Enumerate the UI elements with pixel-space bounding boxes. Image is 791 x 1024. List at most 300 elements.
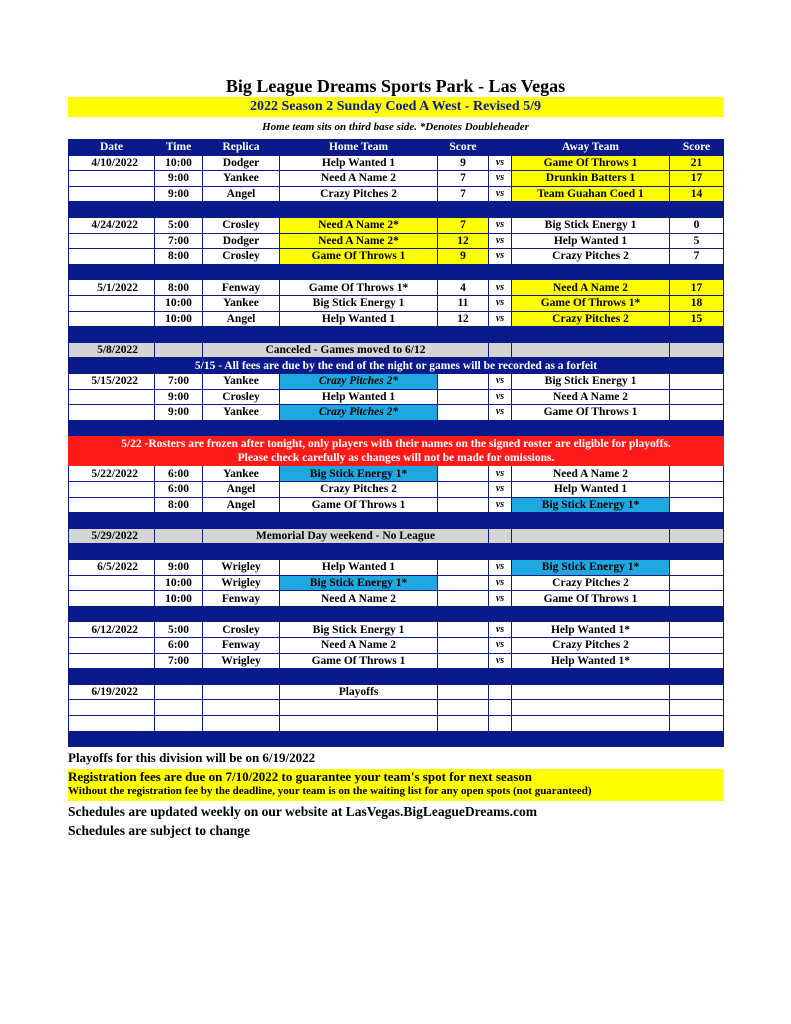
separator-cell: [489, 731, 512, 747]
empty-cell: [489, 700, 512, 716]
canceled-row: [69, 528, 724, 544]
table-row: [69, 653, 724, 669]
header-time: Time: [155, 140, 203, 156]
empty-cell: [512, 700, 670, 716]
away-team: Game Of Throws 1*: [512, 295, 670, 311]
versus-label: vs: [489, 575, 512, 591]
separator-cell: [512, 202, 670, 218]
game-date: [69, 497, 155, 513]
empty-cell: [69, 715, 155, 731]
game-time: 9:00: [155, 389, 203, 405]
field-replica: Wrigley: [203, 653, 280, 669]
playoffs-note: Playoffs for this division will be on 6/19/2022: [68, 750, 316, 765]
versus-label: vs: [489, 591, 512, 607]
home-score: [438, 466, 489, 482]
field-replica: Wrigley: [203, 575, 280, 591]
away-score: [670, 575, 724, 591]
empty-cell: [512, 715, 670, 731]
game-date: 6/12/2022: [69, 622, 155, 638]
separator-cell: [670, 513, 724, 529]
away-team: Crazy Pitches 2: [512, 311, 670, 327]
away-team: Help Wanted 1: [512, 482, 670, 498]
table-row: [69, 389, 724, 405]
home-score: [438, 591, 489, 607]
roster-notice-row: [69, 436, 724, 451]
home-team: Crazy Pitches 2*: [280, 405, 438, 421]
field-replica: Angel: [203, 482, 280, 498]
home-team: Game Of Throws 1*: [280, 280, 438, 296]
game-time: 10:00: [155, 311, 203, 327]
home-team: Need A Name 2: [280, 638, 438, 654]
game-date: [69, 575, 155, 591]
versus-label: vs: [489, 186, 512, 202]
home-team: Help Wanted 1: [280, 155, 438, 171]
notice-row: [69, 358, 724, 374]
versus-label: vs: [489, 295, 512, 311]
away-score: 5: [670, 233, 724, 249]
away-team: Need A Name 2: [512, 280, 670, 296]
away-team: Game Of Throws 1: [512, 591, 670, 607]
separator-cell: [280, 731, 438, 747]
versus-label: vs: [489, 653, 512, 669]
game-time: 5:00: [155, 622, 203, 638]
empty-cell: [280, 700, 438, 716]
away-team: Game Of Throws 1: [512, 155, 670, 171]
change-note: Schedules are subject to change: [68, 823, 250, 838]
separator-cell: [489, 264, 512, 280]
away-team: Help Wanted 1: [512, 233, 670, 249]
separator-cell: [155, 544, 203, 560]
away-team: Big Stick Energy 1: [512, 217, 670, 233]
versus-label: vs: [489, 389, 512, 405]
away-score: 15: [670, 311, 724, 327]
table-row: [69, 171, 724, 187]
game-date: 5/29/2022: [69, 528, 155, 544]
separator-cell: [512, 544, 670, 560]
away-team: Crazy Pitches 2: [512, 249, 670, 265]
separator-cell: [670, 264, 724, 280]
field-replica: Dodger: [203, 155, 280, 171]
home-team: Help Wanted 1: [280, 311, 438, 327]
versus-label: vs: [489, 405, 512, 421]
versus-label: vs: [489, 497, 512, 513]
versus-label: vs: [489, 311, 512, 327]
game-date: [69, 311, 155, 327]
separator-row: [69, 513, 724, 529]
empty-cell: [670, 342, 724, 358]
game-date: [69, 295, 155, 311]
separator-cell: [489, 606, 512, 622]
field-replica: Fenway: [203, 638, 280, 654]
versus-label: vs: [489, 638, 512, 654]
home-team: Need A Name 2: [280, 171, 438, 187]
home-team: Big Stick Energy 1: [280, 622, 438, 638]
table-row: [69, 622, 724, 638]
empty-cell: [512, 342, 670, 358]
separator-row: [69, 202, 724, 218]
game-date: 6/5/2022: [69, 560, 155, 576]
game-date: [69, 405, 155, 421]
away-team: Help Wanted 1*: [512, 653, 670, 669]
versus-label: vs: [489, 622, 512, 638]
game-date: [69, 591, 155, 607]
separator-cell: [203, 669, 280, 685]
separator-cell: [438, 669, 489, 685]
game-time: [155, 684, 203, 700]
separator-cell: [155, 327, 203, 343]
canceled-row: [69, 342, 724, 358]
empty-cell: [69, 700, 155, 716]
game-time: 6:00: [155, 466, 203, 482]
home-team: Need A Name 2: [280, 591, 438, 607]
separator-cell: [670, 327, 724, 343]
home-score: [438, 497, 489, 513]
separator-cell: [155, 420, 203, 436]
empty-cell: [438, 715, 489, 731]
table-row: [69, 575, 724, 591]
field-replica: Fenway: [203, 280, 280, 296]
home-team: Crazy Pitches 2: [280, 482, 438, 498]
away-team: Team Guahan Coed 1: [512, 186, 670, 202]
separator-cell: [69, 606, 155, 622]
separator-cell: [155, 731, 203, 747]
game-date: [69, 638, 155, 654]
table-row: [69, 405, 724, 421]
header-home-team: Home Team: [280, 140, 438, 156]
home-team: Big Stick Energy 1: [280, 295, 438, 311]
home-team: Need A Name 2*: [280, 233, 438, 249]
separator-cell: [512, 513, 670, 529]
roster-notice-row: [69, 451, 724, 466]
separator-cell: [670, 669, 724, 685]
separator-cell: [69, 327, 155, 343]
game-time: 9:00: [155, 405, 203, 421]
field-replica: Crosley: [203, 217, 280, 233]
home-score: [438, 405, 489, 421]
away-score: [670, 638, 724, 654]
separator-cell: [438, 327, 489, 343]
home-team: Help Wanted 1: [280, 560, 438, 576]
game-date: 4/10/2022: [69, 155, 155, 171]
separator-cell: [203, 544, 280, 560]
game-date: 5/1/2022: [69, 280, 155, 296]
field-replica: Yankee: [203, 466, 280, 482]
game-date: [69, 653, 155, 669]
home-team: Big Stick Energy 1*: [280, 466, 438, 482]
empty-cell: [670, 528, 724, 544]
field-replica: Angel: [203, 497, 280, 513]
separator-cell: [155, 264, 203, 280]
table-row: [69, 249, 724, 265]
home-score: 4: [438, 280, 489, 296]
empty-cell: [155, 700, 203, 716]
field-replica: Fenway: [203, 591, 280, 607]
separator-cell: [203, 731, 280, 747]
game-time: 8:00: [155, 280, 203, 296]
table-row: [69, 684, 724, 700]
away-score: [670, 684, 724, 700]
fee-notice: 5/15 - All fees are due by the end of the night or games will be recorded as a forfeit: [69, 358, 724, 374]
away-score: [670, 373, 724, 389]
separator-cell: [489, 327, 512, 343]
home-score: [438, 482, 489, 498]
game-time: 6:00: [155, 638, 203, 654]
away-score: [670, 466, 724, 482]
table-row: [69, 295, 724, 311]
home-score: 7: [438, 171, 489, 187]
field-replica: Yankee: [203, 295, 280, 311]
separator-cell: [512, 264, 670, 280]
table-row: [69, 311, 724, 327]
home-team: Crazy Pitches 2: [280, 186, 438, 202]
separator-row: [69, 544, 724, 560]
table-row: [69, 186, 724, 202]
home-team: Help Wanted 1: [280, 389, 438, 405]
home-score: 9: [438, 155, 489, 171]
away-team: Crazy Pitches 2: [512, 575, 670, 591]
separator-cell: [155, 606, 203, 622]
separator-cell: [280, 264, 438, 280]
game-time: 9:00: [155, 186, 203, 202]
separator-cell: [489, 202, 512, 218]
away-score: 0: [670, 217, 724, 233]
field-replica: Crosley: [203, 622, 280, 638]
table-row: [69, 217, 724, 233]
field-replica: Wrigley: [203, 560, 280, 576]
home-score: [438, 622, 489, 638]
separator-cell: [512, 669, 670, 685]
separator-cell: [155, 202, 203, 218]
field-replica: Crosley: [203, 249, 280, 265]
header-vs: [489, 140, 512, 156]
separator-cell: [438, 202, 489, 218]
away-score: 7: [670, 249, 724, 265]
home-team: Big Stick Energy 1*: [280, 575, 438, 591]
home-score: [438, 560, 489, 576]
home-score: 11: [438, 295, 489, 311]
header-away-team: Away Team: [512, 140, 670, 156]
away-team: Crazy Pitches 2: [512, 638, 670, 654]
game-date: [69, 171, 155, 187]
home-score: [438, 373, 489, 389]
field-replica: Yankee: [203, 373, 280, 389]
field-replica: Dodger: [203, 233, 280, 249]
away-score: 17: [670, 171, 724, 187]
separator-cell: [280, 327, 438, 343]
separator-cell: [155, 669, 203, 685]
separator-cell: [69, 202, 155, 218]
home-score: [438, 575, 489, 591]
schedule-table: [68, 139, 724, 747]
home-team: Game Of Throws 1: [280, 249, 438, 265]
home-score: 7: [438, 186, 489, 202]
game-date: 4/24/2022: [69, 217, 155, 233]
game-time: 5:00: [155, 217, 203, 233]
registration-subtext: Without the registration fee by the deadline, your team is on the waiting list for any open spots (not guaranteed): [68, 785, 592, 797]
empty-cell: [438, 700, 489, 716]
registration-note: [68, 769, 723, 801]
away-score: 21: [670, 155, 724, 171]
header-row: [69, 140, 724, 156]
versus-label: vs: [489, 482, 512, 498]
field-replica: Crosley: [203, 389, 280, 405]
separator-cell: [512, 731, 670, 747]
empty-cell: [155, 528, 203, 544]
empty-cell: [489, 342, 512, 358]
separator-cell: [438, 544, 489, 560]
separator-cell: [438, 731, 489, 747]
away-score: 14: [670, 186, 724, 202]
separator-cell: [203, 264, 280, 280]
game-date: [69, 249, 155, 265]
header-away-score: Score: [670, 140, 724, 156]
game-date: 6/19/2022: [69, 684, 155, 700]
versus-label: vs: [489, 233, 512, 249]
separator-cell: [438, 420, 489, 436]
game-time: 9:00: [155, 560, 203, 576]
game-time: 8:00: [155, 249, 203, 265]
empty-cell: [203, 715, 280, 731]
game-time: 10:00: [155, 575, 203, 591]
away-score: [670, 405, 724, 421]
game-time: 10:00: [155, 295, 203, 311]
away-score: [670, 389, 724, 405]
separator-cell: [69, 420, 155, 436]
away-score: [670, 560, 724, 576]
separator-cell: [670, 544, 724, 560]
separator-cell: [203, 202, 280, 218]
table-row: [69, 373, 724, 389]
empty-cell: [280, 715, 438, 731]
separator-cell: [489, 513, 512, 529]
separator-cell: [203, 513, 280, 529]
home-score: [438, 653, 489, 669]
separator-cell: [512, 420, 670, 436]
registration-text: Registration fees are due on 7/10/2022 to guarantee your team's spot for next season: [68, 769, 532, 784]
away-score: [670, 591, 724, 607]
away-team: Game Of Throws 1: [512, 405, 670, 421]
versus-label: vs: [489, 249, 512, 265]
separator-cell: [280, 669, 438, 685]
separator-cell: [155, 513, 203, 529]
versus-label: [489, 684, 512, 700]
separator-cell: [438, 513, 489, 529]
separator-row: [69, 264, 724, 280]
separator-cell: [438, 606, 489, 622]
roster-notice-line-1: 5/22 -Rosters are frozen after tonight, only players with their names on the signed roster are eligible for playoffs.: [69, 436, 724, 451]
home-score: 9: [438, 249, 489, 265]
versus-label: vs: [489, 560, 512, 576]
game-time: 10:00: [155, 155, 203, 171]
away-score: [670, 482, 724, 498]
separator-cell: [203, 606, 280, 622]
separator-cell: [670, 202, 724, 218]
field-replica: Yankee: [203, 171, 280, 187]
game-date: 5/22/2022: [69, 466, 155, 482]
away-team: Big Stick Energy 1*: [512, 497, 670, 513]
separator-cell: [280, 202, 438, 218]
separator-cell: [512, 327, 670, 343]
away-score: [670, 653, 724, 669]
field-replica: [203, 684, 280, 700]
separator-cell: [280, 420, 438, 436]
page-title: Big League Dreams Sports Park - Las Vegas: [225, 76, 566, 96]
away-team: Big Stick Energy 1: [512, 373, 670, 389]
game-time: 7:00: [155, 233, 203, 249]
separator-row: [69, 327, 724, 343]
separator-cell: [489, 420, 512, 436]
away-score: 17: [670, 280, 724, 296]
separator-row: [69, 669, 724, 685]
game-time: 9:00: [155, 171, 203, 187]
home-team: Crazy Pitches 2*: [280, 373, 438, 389]
home-team: Game Of Throws 1: [280, 497, 438, 513]
table-row: [69, 497, 724, 513]
separator-cell: [280, 513, 438, 529]
home-team-note: Home team sits on third base side. *Denotes Doubleheader: [262, 121, 529, 133]
table-row: [69, 715, 724, 731]
game-time: 8:00: [155, 497, 203, 513]
game-date: [69, 482, 155, 498]
home-score: [438, 389, 489, 405]
home-score: [438, 684, 489, 700]
home-score: 12: [438, 233, 489, 249]
field-replica: Angel: [203, 311, 280, 327]
separator-cell: [203, 327, 280, 343]
away-team: Big Stick Energy 1*: [512, 560, 670, 576]
header-score: Score: [438, 140, 489, 156]
separator-cell: [69, 669, 155, 685]
versus-label: vs: [489, 171, 512, 187]
table-row: [69, 560, 724, 576]
separator-cell: [670, 420, 724, 436]
away-team: Need A Name 2: [512, 466, 670, 482]
week-message: Canceled - Games moved to 6/12: [203, 342, 489, 358]
field-replica: Angel: [203, 186, 280, 202]
game-time: 6:00: [155, 482, 203, 498]
home-team: Playoffs: [280, 684, 438, 700]
empty-cell: [203, 700, 280, 716]
separator-cell: [489, 544, 512, 560]
away-team: [512, 684, 670, 700]
empty-cell: [489, 528, 512, 544]
field-replica: Yankee: [203, 405, 280, 421]
versus-label: vs: [489, 373, 512, 389]
away-score: [670, 497, 724, 513]
versus-label: vs: [489, 466, 512, 482]
game-date: [69, 233, 155, 249]
home-score: 12: [438, 311, 489, 327]
game-date: 5/8/2022: [69, 342, 155, 358]
game-time: 7:00: [155, 653, 203, 669]
header-replica: Replica: [203, 140, 280, 156]
empty-cell: [155, 715, 203, 731]
table-row: [69, 482, 724, 498]
table-row: [69, 280, 724, 296]
table-row: [69, 233, 724, 249]
game-time: 10:00: [155, 591, 203, 607]
game-time: 7:00: [155, 373, 203, 389]
separator-cell: [280, 544, 438, 560]
separator-cell: [438, 264, 489, 280]
away-score: 18: [670, 295, 724, 311]
away-team: Need A Name 2: [512, 389, 670, 405]
home-score: [438, 638, 489, 654]
separator-cell: [69, 513, 155, 529]
separator-row: [69, 420, 724, 436]
home-team: Game Of Throws 1: [280, 653, 438, 669]
away-team: Help Wanted 1*: [512, 622, 670, 638]
